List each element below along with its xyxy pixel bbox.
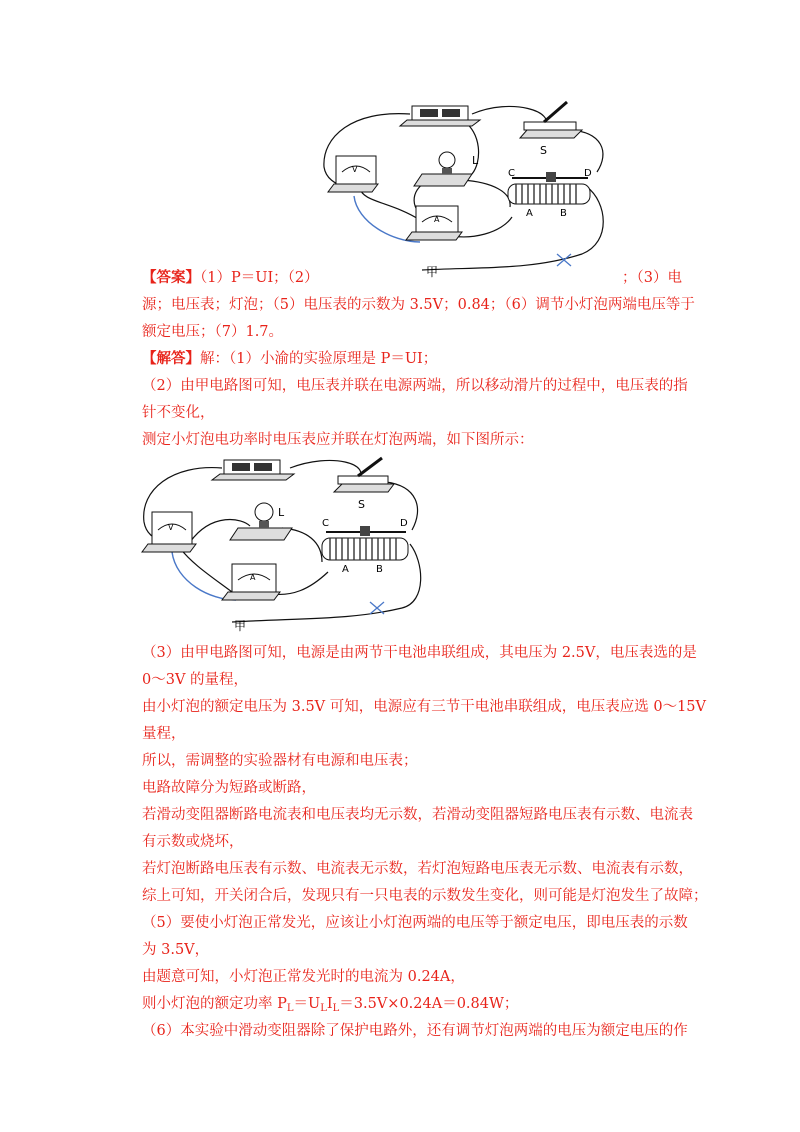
solution-p5-4 <box>142 994 518 1019</box>
solution-p4-4: 若灯泡断路电压表有示数、电流表无示数，若灯泡短路电压表无示数、电流表有示数， <box>142 861 693 877</box>
solution-p5-3: 由题意可知，小灯泡正常发光时的电流为 0.24A， <box>142 969 465 985</box>
solution-p3-4: 量程， <box>142 726 186 742</box>
rheostat <box>322 518 408 575</box>
answer-line-3: 额定电压；（7）1.7。 <box>142 324 284 340</box>
voltmeter <box>142 512 196 552</box>
switch <box>520 102 582 157</box>
voltmeter <box>328 156 378 192</box>
battery-holder <box>400 106 480 126</box>
solution-p3-2: 0～3V 的量程， <box>142 672 249 688</box>
solution-p4-3: 有示数或烧坏， <box>142 834 244 850</box>
label-c: C <box>508 168 515 179</box>
solution-p5-1: （5）要使小灯泡正常发光，应该让小灯泡两端的电压等于额定电压，即电压表的示数 <box>142 915 688 931</box>
solution-p3-1: （3）由甲电路图可知，电源是由两节干电池串联组成，其电压为 2.5V，电压表选的是 <box>142 645 697 661</box>
power-formula-sub-1: L <box>286 1003 294 1014</box>
figure-caption: 甲 <box>426 265 439 278</box>
label-c: C <box>322 518 329 529</box>
label-v: V <box>352 165 358 174</box>
label-am: A <box>250 573 256 582</box>
figure-caption: 甲 <box>234 619 247 633</box>
wire <box>180 548 232 592</box>
wire-blue <box>172 552 236 600</box>
wire <box>462 180 510 207</box>
solution-text-1: 解：（1）小渝的实验原理是 P＝UI； <box>200 351 438 367</box>
label-a: A <box>342 564 349 575</box>
label-am: A <box>434 215 440 224</box>
power-formula-g: ＝3.5V×0.24A＝0.84W； <box>339 996 519 1012</box>
rheostat <box>508 168 592 219</box>
power-formula-sub-3: L <box>332 1003 340 1014</box>
solution-p3-3: 由小灯泡的额定电压为 3.5V 可知，电源应有三节干电池串联组成，电压表应选 0～15V <box>142 699 707 715</box>
battery-holder <box>212 460 294 480</box>
solution-p4-5: 综上可知，开关闭合后，发现只有一只电表的示数发生变化，则可能是灯泡发生了故障； <box>142 888 708 904</box>
solution-p6-1: （6）本实验中滑动变阻器除了保护电路外，还有调节灯泡两端的电压为额定电压的作 <box>142 1023 688 1039</box>
ammeter <box>406 206 462 240</box>
solution-tag: 【解答】 <box>142 350 200 367</box>
switch <box>334 458 394 511</box>
answer-text-1a: （1）P＝UI；（2） <box>200 270 319 286</box>
answer-tag: 【答案】 <box>142 269 200 286</box>
label-b: B <box>376 564 383 575</box>
label-l: L <box>278 506 285 519</box>
label-b: B <box>560 208 567 219</box>
solution-p4-2: 若滑动变阻器断路电流表和电压表均无示数，若滑动变阻器短路电压表有示数、电流表 <box>142 807 693 823</box>
solution-line-1 <box>142 349 437 369</box>
label-d: D <box>584 168 592 179</box>
solution-line-3: 针不变化， <box>142 405 215 421</box>
ammeter <box>222 564 280 600</box>
solution-p3-5: 所以，需调整的实验器材有电源和电压表； <box>142 753 418 769</box>
circuit-figure-2 <box>132 452 442 634</box>
label-s: S <box>358 498 365 511</box>
solution-line-2: （2）由甲电路图可知，电压表并联在电源两端，所以移动滑片的过程中，电压表的指 <box>142 378 688 394</box>
label-s: S <box>540 144 547 157</box>
power-formula-e: I <box>326 996 333 1012</box>
solution-p4-1: 电路故障分为短路或断路， <box>142 780 316 796</box>
answer-text-1b: ；（3）电 <box>622 270 682 286</box>
label-d: D <box>400 518 408 529</box>
wire <box>360 188 420 220</box>
cross-mark <box>370 602 384 614</box>
answer-line-2: 源；电压表；灯泡；（5）电压表的示数为 3.5V；0.84；（6）调节小灯泡两端电压等于 <box>142 297 695 313</box>
solution-line-4: 测定小灯泡电功率时电压表应并联在灯泡两端，如下图所示： <box>142 432 534 448</box>
label-v: V <box>168 523 174 532</box>
lamp <box>230 503 292 540</box>
circuit-figure-1 <box>312 92 632 278</box>
power-formula-c: ＝U <box>293 996 321 1012</box>
answer-line-1 <box>142 268 319 288</box>
label-a: A <box>526 208 533 219</box>
power-formula-sub-2: L <box>320 1003 327 1014</box>
label-l: L <box>472 154 479 167</box>
power-formula-a: 则小灯泡的额定功率 P <box>142 996 287 1012</box>
solution-p5-2: 为 3.5V， <box>142 942 210 958</box>
